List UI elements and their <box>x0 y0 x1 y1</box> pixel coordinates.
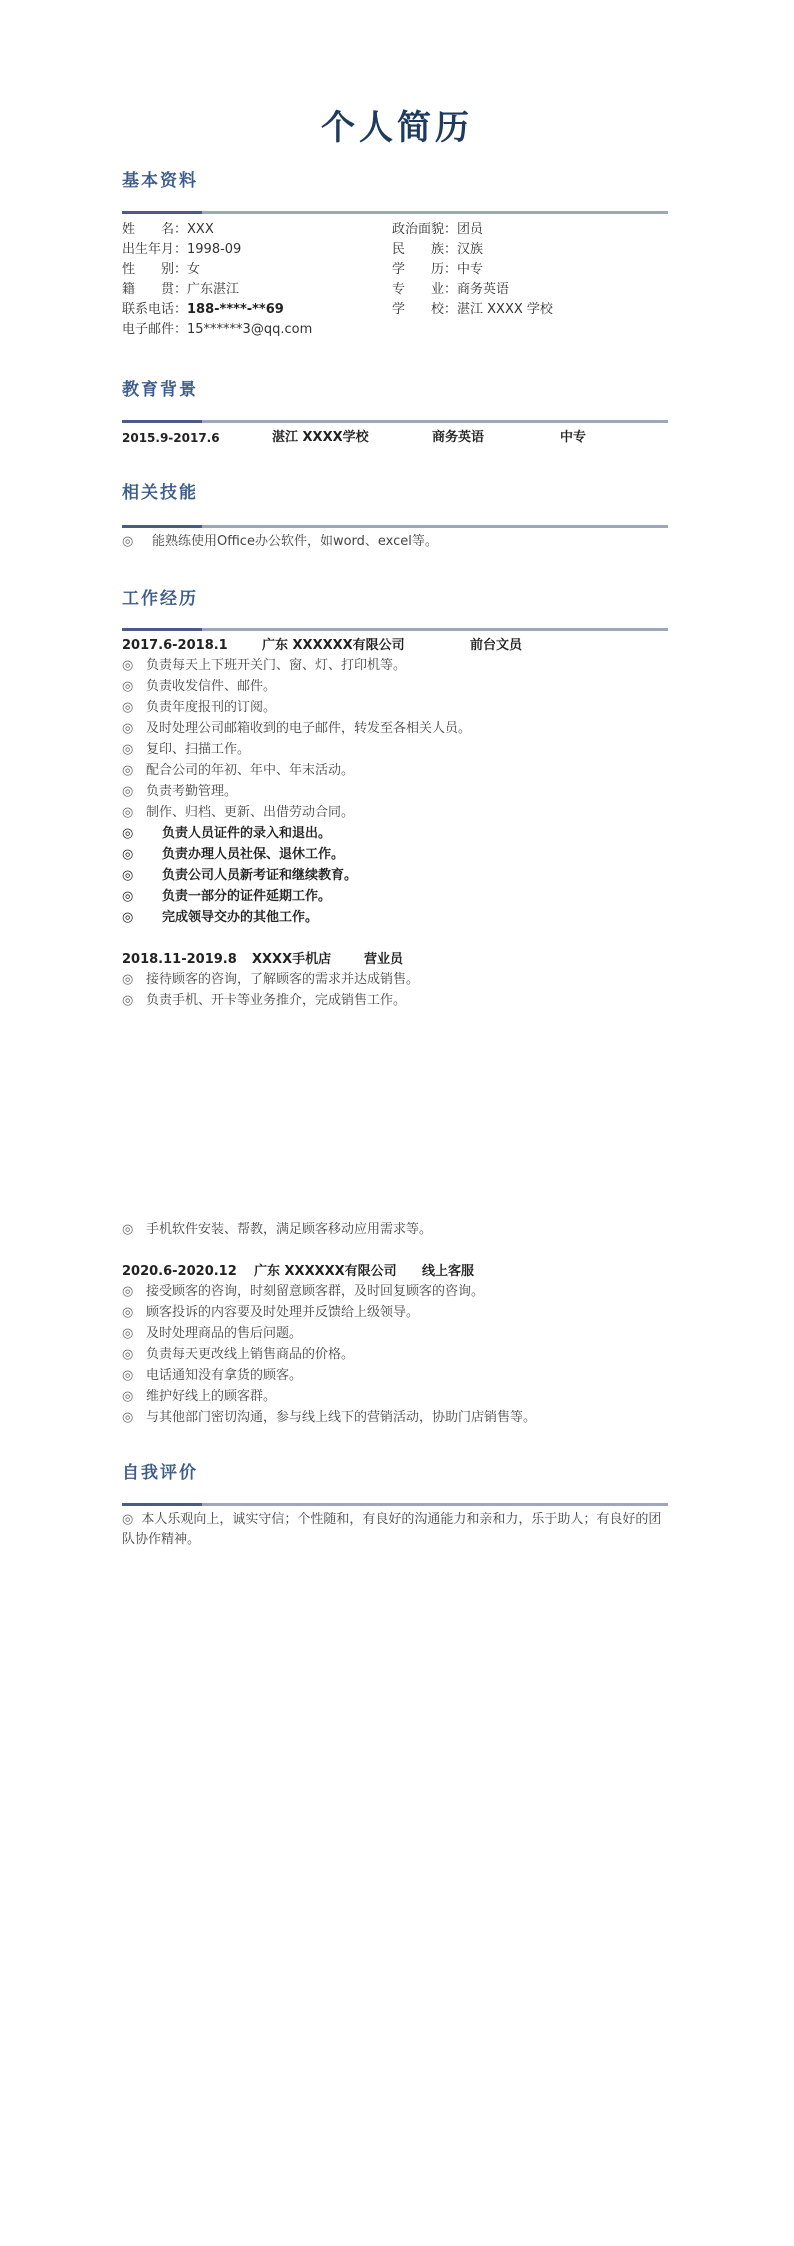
section-title-basic: 基本资料 <box>122 171 198 191</box>
info-row-education: 学 历：中专 <box>392 262 484 277</box>
duty-item: ◎ 负责每天上下班开关门、窗、灯、打印机等。 <box>122 658 407 673</box>
self-evaluation: ◎ 本人乐观向上，诚实守信；个性随和，有良好的沟通能力和亲和力，乐于助人；有良好的团队协作精神。 <box>122 1512 662 1547</box>
duty-item: ◎ 顾客投诉的内容要及时处理并反馈给上级领导。 <box>122 1305 420 1320</box>
duty-item: ◎ 电话通知没有拿货的顾客。 <box>122 1368 303 1383</box>
work-company: XXXX手机店 <box>252 952 332 967</box>
info-row-origin: 籍 贯：广东湛江 <box>122 282 240 297</box>
duty-item: ◎ 负责人员证件的录入和退出。 <box>122 826 332 841</box>
duty-item: ◎ 及时处理公司邮箱收到的电子邮件，转发至各相关人员。 <box>122 721 472 736</box>
education-school: 湛江 XXXX学校 <box>272 430 369 445</box>
duty-item: ◎ 负责一部分的证件延期工作。 <box>122 889 332 904</box>
work-role: 营业员 <box>364 952 404 967</box>
work-period: 2017.6-2018.1 <box>122 638 228 653</box>
section-title-skills: 相关技能 <box>122 483 198 503</box>
duty-item: ◎ 复印、扫描工作。 <box>122 742 251 757</box>
work-period: 2018.11-2019.8 <box>122 952 237 967</box>
work-role: 线上客服 <box>422 1264 475 1279</box>
skill-item: ◎ 能熟练使用Office办公软件，如word、excel等。 <box>122 534 438 549</box>
duty-item: ◎ 接受顾客的咨询，时刻留意顾客群，及时回复顾客的咨询。 <box>122 1284 485 1299</box>
work-company: 广东 XXXXXX有限公司 <box>262 638 405 653</box>
section-divider <box>122 1503 668 1506</box>
duty-item: ◎ 负责考勤管理。 <box>122 784 238 799</box>
duty-item: ◎ 负责年度报刊的订阅。 <box>122 700 277 715</box>
duty-item: ◎ 负责办理人员社保、退休工作。 <box>122 847 345 862</box>
section-title-self: 自我评价 <box>122 1463 198 1483</box>
duty-item: ◎ 与其他部门密切沟通，参与线上线下的营销活动，协助门店销售等。 <box>122 1410 537 1425</box>
info-row-school: 学 校：湛江 XXXX 学校 <box>392 302 553 317</box>
education-period: 2015.9-2017.6 <box>122 431 220 445</box>
education-major: 商务英语 <box>432 430 485 445</box>
info-row-birth: 出生年月：1998-09 <box>122 242 242 257</box>
duty-item: ◎ 手机软件安装、帮教，满足顾客移动应用需求等。 <box>122 1222 433 1237</box>
section-title-education: 教育背景 <box>122 380 198 400</box>
section-title-work: 工作经历 <box>122 589 198 609</box>
work-period: 2020.6-2020.12 <box>122 1264 237 1279</box>
section-divider <box>122 420 668 423</box>
duty-item: ◎ 负责收发信件、邮件。 <box>122 679 277 694</box>
page-title: 个人简历 <box>321 108 473 148</box>
info-row-phone: 联系电话：188-****-**69 <box>122 302 284 317</box>
section-divider <box>122 525 668 528</box>
info-row-gender: 性 别：女 <box>122 262 201 277</box>
duty-item: ◎ 维护好线上的顾客群。 <box>122 1389 277 1404</box>
info-row-major: 专 业：商务英语 <box>392 282 510 297</box>
duty-item: ◎ 接待顾客的咨询，了解顾客的需求并达成销售。 <box>122 972 420 987</box>
info-row-ethnicity: 民 族：汉族 <box>392 242 484 257</box>
info-row-email: 电子邮件：15******3@qq.com <box>122 322 313 337</box>
duty-item: ◎ 负责公司人员新考证和继续教育。 <box>122 868 358 883</box>
duty-item: ◎ 制作、归档、更新、出借劳动合同。 <box>122 805 355 820</box>
section-divider <box>122 628 668 631</box>
info-row-politics: 政治面貌：团员 <box>392 222 484 237</box>
duty-item: ◎ 完成领导交办的其他工作。 <box>122 910 319 925</box>
info-row-name: 姓 名：XXX <box>122 222 214 237</box>
work-company: 广东 XXXXXX有限公司 <box>254 1264 397 1279</box>
duty-item: ◎ 配合公司的年初、年中、年末活动。 <box>122 763 355 778</box>
duty-item: ◎ 负责每天更改线上销售商品的价格。 <box>122 1347 355 1362</box>
duty-item: ◎ 及时处理商品的售后问题。 <box>122 1326 303 1341</box>
education-degree: 中专 <box>560 430 587 445</box>
duty-item: ◎ 负责手机、开卡等业务推介，完成销售工作。 <box>122 993 407 1008</box>
work-role: 前台文员 <box>470 638 523 653</box>
section-divider <box>122 211 668 214</box>
